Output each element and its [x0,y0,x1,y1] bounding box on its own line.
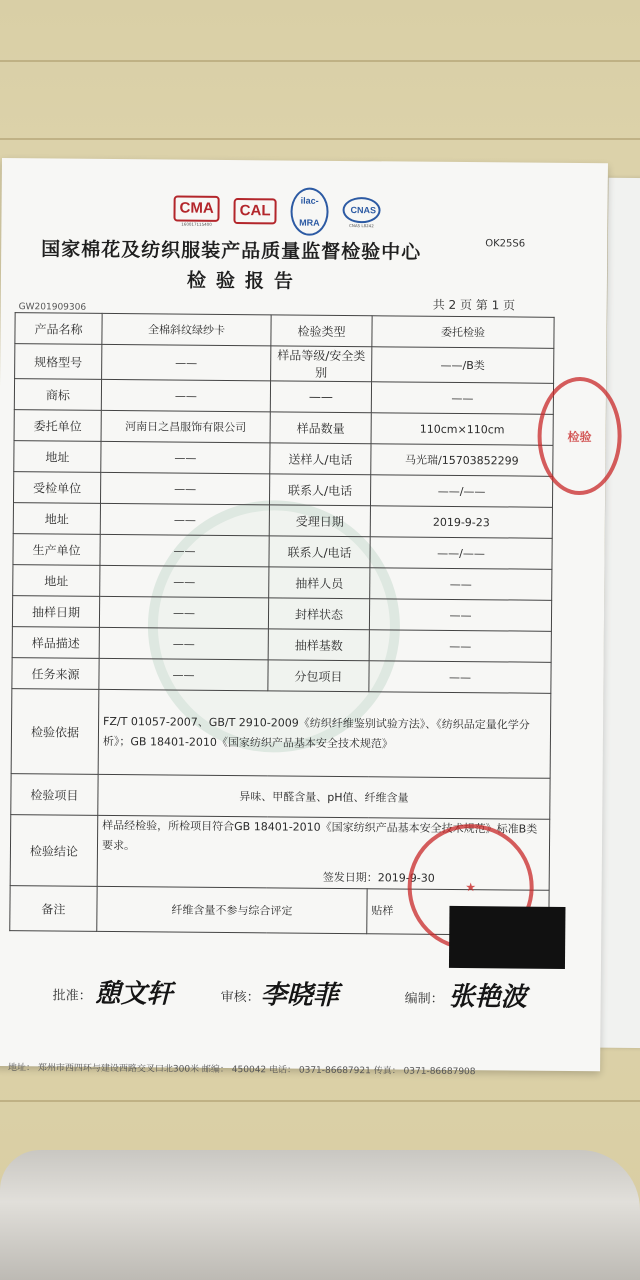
table-row [12,627,551,663]
cell-v2: —— [369,630,551,663]
seal2-star: ★ [465,880,477,895]
cell-l1: 任务来源 [12,658,99,690]
cma-mark: CMA [173,195,219,221]
cell-v1: 河南日之昌服饰有限公司 [101,410,270,442]
cell-l2: 送样人/电话 [270,443,371,475]
table-row [14,441,553,477]
report-title: 国家棉花及纺织服装产品质量监督检验中心 [41,238,422,264]
cell-v2: —— [369,599,551,632]
cell-l1: 商标 [14,379,101,411]
table-row [14,379,553,415]
cell-l1: 地址 [13,503,100,535]
table-row [15,344,554,384]
cell-l2: 联系人/电话 [269,536,370,568]
cal-logo [234,194,277,228]
table-row [12,658,551,694]
ilac-mark: ilac-MRA [290,188,328,236]
cal-mark: CAL [234,198,277,224]
cell-v1: 全棉斜纹绿纱卡 [102,313,271,345]
cell-l2: 抽样基数 [268,629,369,661]
cell-v1: —— [101,379,270,411]
approve-signature: 憩文轩 [94,978,173,1010]
edit-signature: 张艳波 [448,981,527,1013]
cnas-logo [342,195,380,229]
cell-v1: —— [102,344,271,380]
cell-l1: 地址 [14,441,101,473]
table-row [13,472,552,508]
cell-l1: 抽样日期 [12,596,99,628]
report-subtitle: 检验报告 [186,269,304,293]
cma-number: 160017115400 [181,221,212,227]
cell-v1: —— [100,565,269,597]
approve-label: 批准： [52,988,92,1004]
edit-label: 编制： [404,991,444,1007]
footer-address: 地址： 郑州市西四环与建设西路交叉口北300米 邮编： 450042 电话： 0371-86687921 传真： 0371-86687908 [8,1063,476,1078]
sample-stick-label: 贴样 [367,889,549,936]
cell-l2: 检验类型 [271,315,372,347]
cell-l2: 抽样人员 [269,567,370,599]
cell-l2: 受理日期 [269,505,370,537]
cell-l2: 封样状态 [268,598,369,630]
ilac-logo [290,195,328,229]
cell-v2: 委托检验 [372,316,554,349]
cell-v2: 马光瑞/15703852299 [371,444,553,477]
cell-v1: —— [101,441,270,473]
cell-l1: 生产单位 [13,534,100,566]
page-info: 共 2 页 第 1 页 [432,297,516,313]
table-row [12,596,551,632]
cell-v2: ——/—— [370,475,552,508]
basis-label: 检验依据 [11,689,99,775]
cell-v2: 2019-9-23 [370,506,552,539]
redaction-block [449,906,566,969]
remark-label: 备注 [10,886,97,932]
cell-v1: —— [100,472,269,504]
conclusion-text: 样品经检验，所检项目符合GB 18401-2010《国家纺织产品基本安全技术规范》标准B类要求。 [101,818,538,853]
cell-l2: 样品数量 [270,412,371,444]
items-label: 检验项目 [11,774,98,816]
cell-v1: —— [100,503,269,535]
report-number: GW201909306 [18,302,87,313]
table-row [13,565,552,601]
cell-l2: —— [270,381,371,413]
cell-v2: —— [370,568,552,601]
cell-v2: ——/B类 [372,347,554,384]
cell-l1: 受检单位 [13,472,100,504]
fabric-foreground [0,1150,640,1280]
table-row [14,410,553,446]
cell-v2: 110cm×110cm [371,413,553,446]
items-text: 异味、甲醛含量、pH值、纤维含量 [98,774,550,819]
table-row [15,313,554,349]
conclusion-label: 检验结论 [10,815,98,887]
certification-logos [173,193,380,229]
cell-l1: 产品名称 [15,313,102,345]
cell-v2: —— [369,661,551,694]
table-row [13,534,552,570]
review-label: 审核： [220,989,260,1006]
cnas-number: CNAS L8242 [349,222,374,228]
review-signature: 李晓菲 [260,980,339,1011]
table-row [13,503,552,539]
cma-logo [173,193,219,227]
cell-v2: ——/—— [370,537,552,570]
cell-l1: 规格型号 [15,344,102,380]
cell-l1: 地址 [13,565,100,597]
report-code: OK25S6 [485,238,526,250]
seal1-text: 检验 [567,429,592,444]
cell-l2: 联系人/电话 [269,474,370,506]
basis-text: FZ/T 01057-2007、GB/T 2910-2009《纺织纤维鉴别试验方法》、《纺织品定量化学分析》；GB 18401-2010《国家纺织产品基本安全技术规范》 [98,689,551,778]
cell-v2: —— [371,382,553,415]
cnas-mark: CNAS [342,196,380,222]
cell-v1: —— [99,627,268,659]
cell-l1: 委托单位 [14,410,101,442]
issue-date: 签发日期：2019-9-30 [322,870,435,885]
items-row [11,774,550,820]
basis-row [11,689,551,779]
cell-v1: —— [99,596,268,628]
cell-v1: —— [99,658,268,690]
cell-v1: —— [100,534,269,566]
remark-text: 纤维含量不参与综合评定 [97,886,367,933]
report-document [0,158,608,1078]
cell-l1: 样品描述 [12,627,99,659]
cell-l2: 样品等级/安全类别 [271,346,372,382]
cell-l2: 分包项目 [268,660,369,692]
